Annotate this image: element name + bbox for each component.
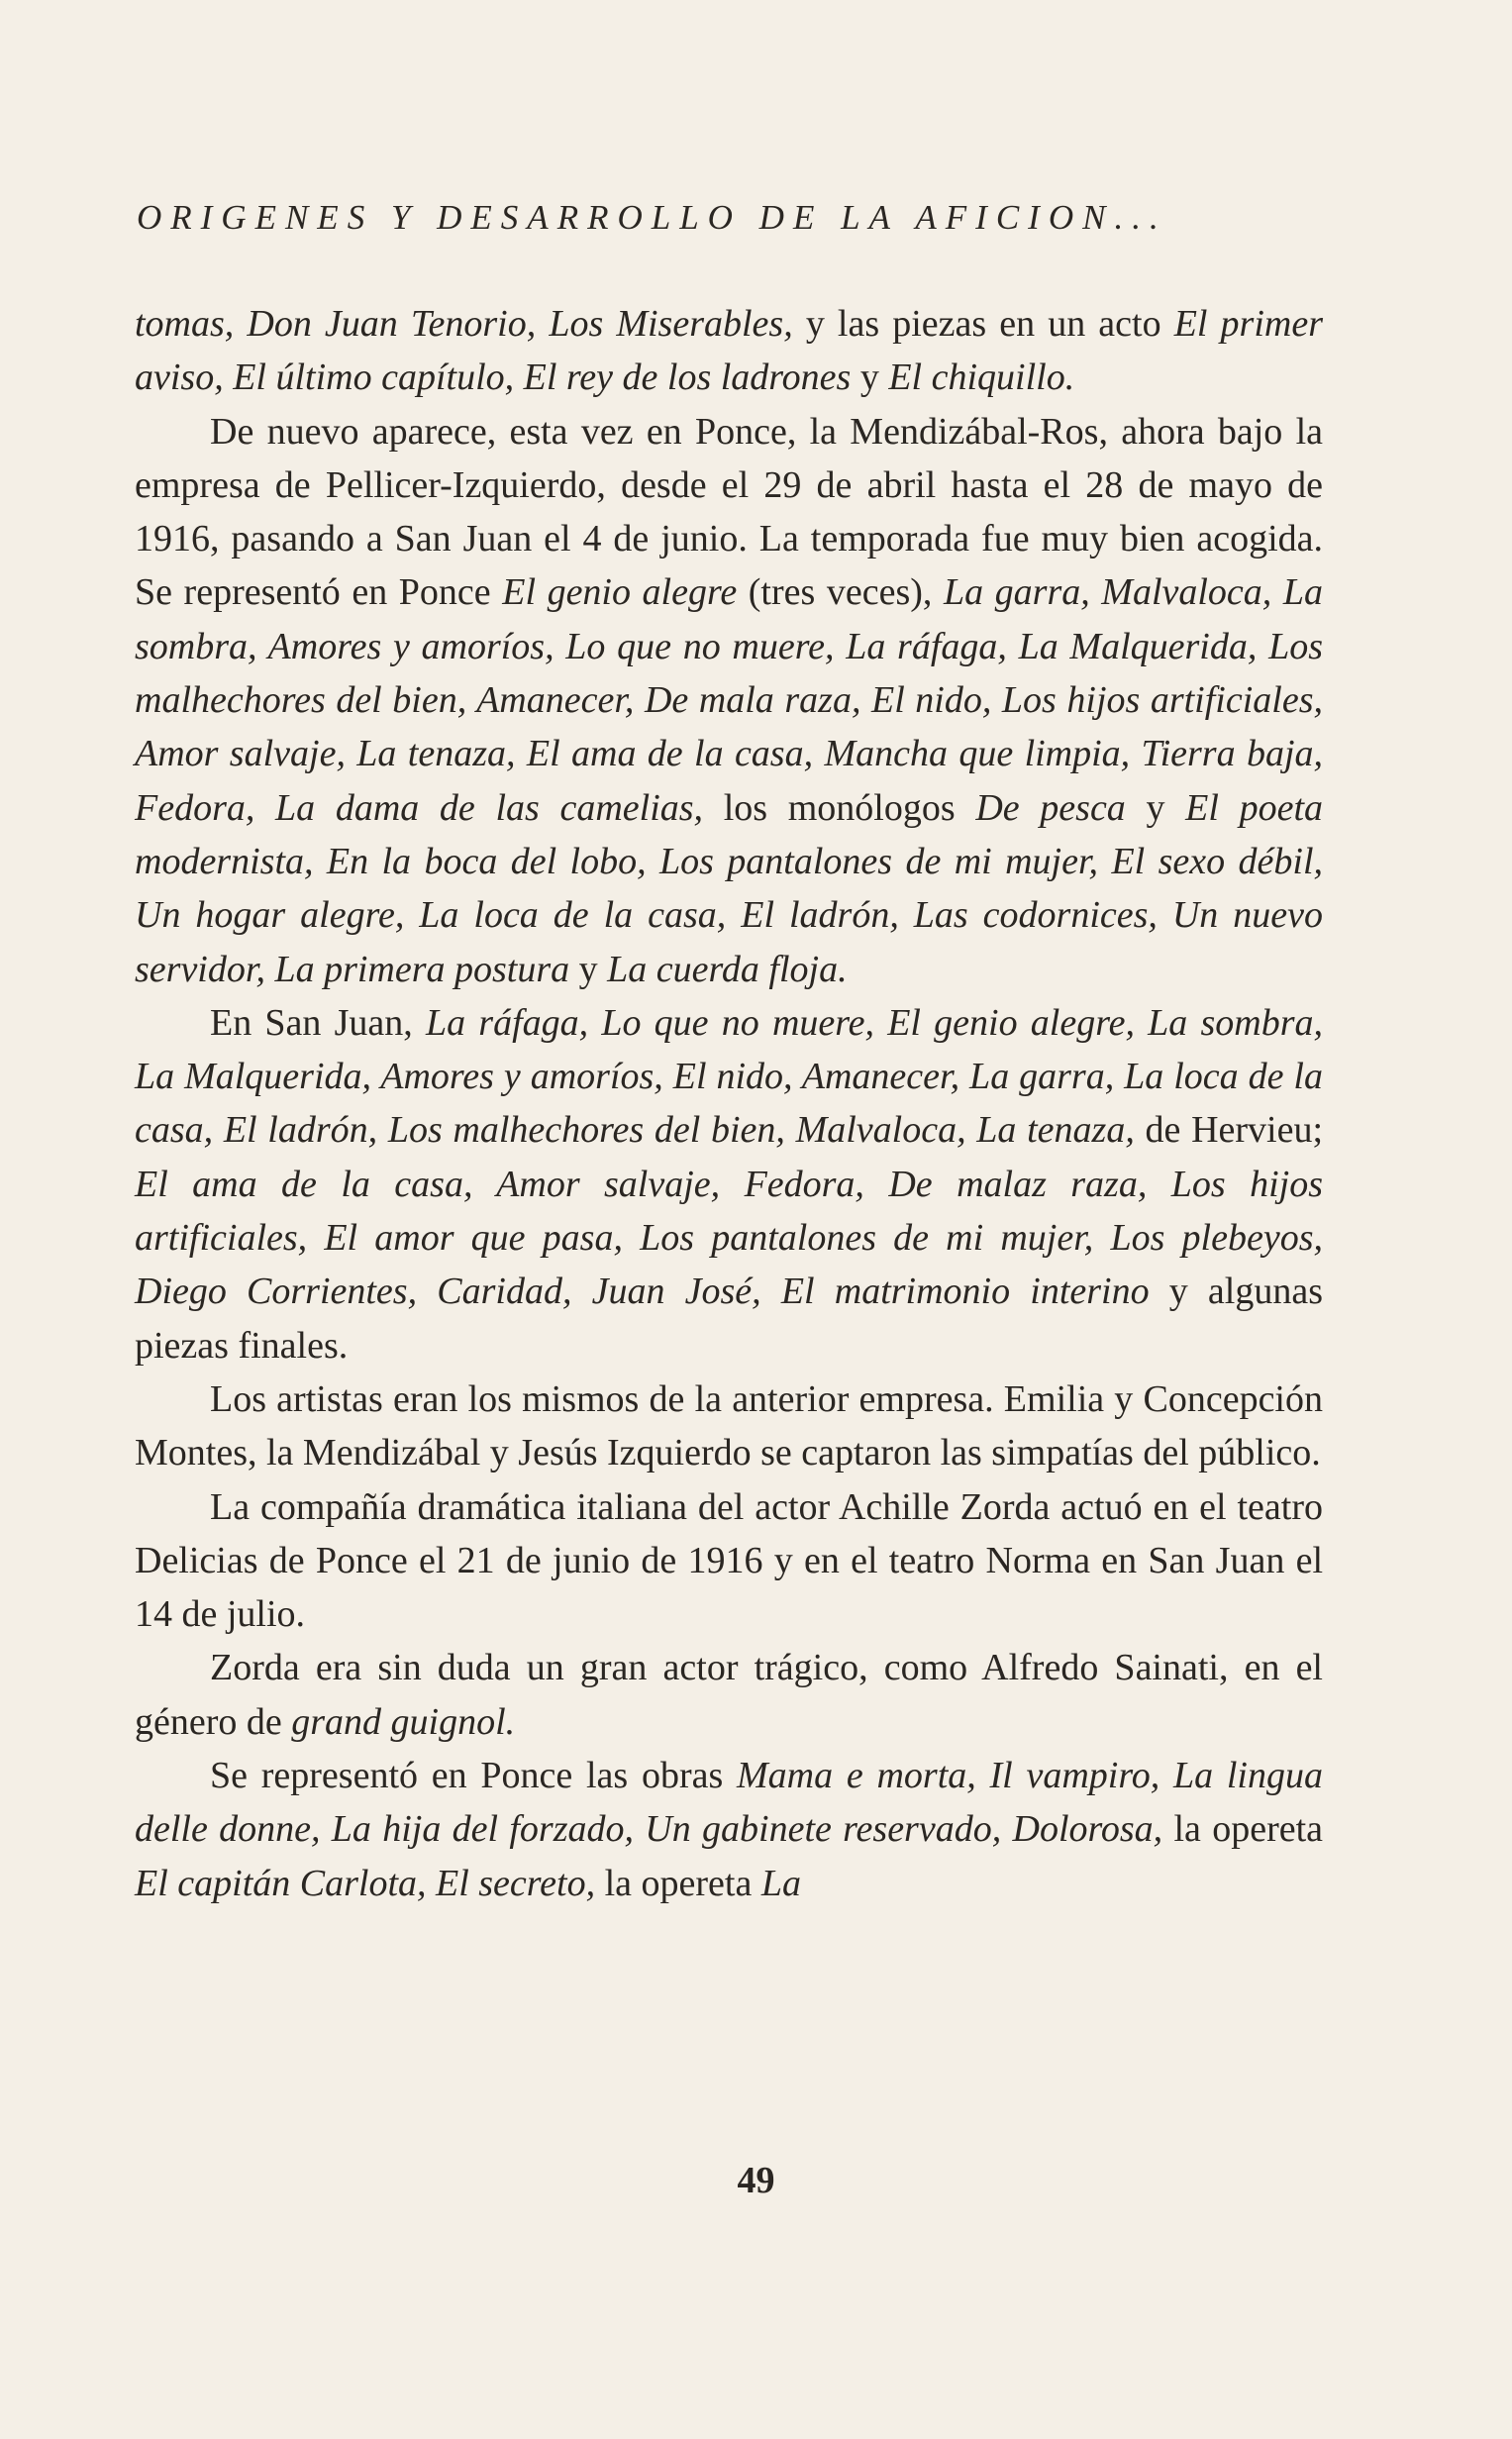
text-segment: Se representó en Ponce las obras	[210, 1755, 738, 1797]
italic-title-text: De pesca	[975, 786, 1126, 829]
paragraph	[135, 1372, 1323, 1480]
italic-title-text: El chiquillo.	[888, 356, 1075, 399]
running-header: ORIGENES Y DESARROLLO DE LA AFICION...	[137, 198, 1167, 237]
text-segment: y	[569, 948, 608, 990]
text-segment: En San Juan,	[210, 1001, 426, 1044]
italic-title-text: El poeta modernista, En la boca del lobo, Los pantalones de mi mujer, El sexo débil, Un hogar alegre, La loca de la casa, El ladrón, Las codornices, Un nuevo servidor, La primera postura	[135, 786, 1323, 990]
text-segment: (tres veces),	[737, 571, 944, 614]
paragraph	[135, 1749, 1323, 1910]
text-segment: Zorda era sin duda un gran actor trágico, como Alfredo Sainati, en el género de	[135, 1647, 1323, 1743]
italic-title-text: El genio alegre	[502, 571, 738, 614]
text-segment: De nuevo aparece, esta vez en Ponce, la Mendizábal-Ros, ahora bajo la empresa de Pellicer-Izquierdo, desde el 29 de abril hasta el 28 de mayo de 1916, pasando a San Juan el 4 de junio. La temporada fue muy bien acogida. Se representó en Ponce	[135, 410, 1323, 614]
italic-title-text: La ráfaga, Lo que no muere, El genio alegre, La sombra, La Malquerida, Amores y amoríos, El nido, Amanecer, La garra, La loca de la casa, El ladrón, Los malhechores del bien, Malvaloca, La tenaza,	[135, 1001, 1323, 1152]
paragraph	[135, 405, 1323, 996]
italic-title-text: Mama e morta, Il vampiro, La lingua delle donne, La hija del forzado, Un gabinete reservado, Dolorosa,	[135, 1755, 1323, 1851]
italic-title-text: La garra, Malvaloca, La sombra, Amores y amoríos, Lo que no muere, La ráfaga, La Malquerida, Los malhechores del bien, Amanecer, De mala raza, El nido, Los hijos artificiales, Amor salvaje, La tenaza, El ama de la casa, Mancha que limpia, Tierra baja, Fedora, La dama de las camelias,	[135, 571, 1323, 829]
italic-title-text: El primer aviso, El último capítulo, El rey de los ladrones	[135, 303, 1323, 399]
paragraph	[135, 1641, 1323, 1749]
text-segment: Los artistas eran los mismos de la anterior empresa. Emilia y Concepción Montes, la Mendizábal y Jesús Izquierdo se captaron las simpatías del público.	[135, 1377, 1323, 1474]
italic-title-text: El capitán Carlota, El secreto,	[135, 1862, 596, 1904]
italic-title-text: grand guignol.	[291, 1700, 516, 1743]
italic-title-text: La	[760, 1862, 801, 1904]
text-segment: y	[851, 356, 889, 399]
paragraph	[135, 297, 1323, 405]
italic-title-text: tomas, Don Juan Tenorio, Los Miserables,	[135, 303, 793, 345]
page-number: 49	[737, 2160, 775, 2201]
body-text	[135, 297, 1323, 1910]
text-segment: y las piezas en un acto	[792, 303, 1174, 345]
paragraph	[135, 996, 1323, 1372]
text-segment: y algunas piezas finales.	[135, 1270, 1323, 1367]
text-segment: la opereta	[1162, 1808, 1324, 1851]
text-segment: la opereta	[595, 1862, 761, 1904]
text-segment: y	[1125, 786, 1186, 829]
text-segment: los monólogos	[703, 786, 976, 829]
italic-title-text: La cuerda floja.	[607, 948, 848, 990]
text-segment: de Hervieu;	[1134, 1109, 1324, 1152]
text-segment: La compañía dramática italiana del actor Achille Zorda actuó en el teatro Delicias de Ponce el 21 de junio de 1916 y en el teatro Norma en San Juan el 14 de julio.	[135, 1485, 1323, 1636]
paragraph	[135, 1480, 1323, 1642]
italic-title-text: El ama de la casa, Amor salvaje, Fedora, De malaz raza, Los hijos artificiales, El amor que pasa, Los pantalones de mi mujer, Los plebeyos, Diego Corrientes, Caridad, Juan José, El matrimonio interino	[135, 1163, 1323, 1313]
